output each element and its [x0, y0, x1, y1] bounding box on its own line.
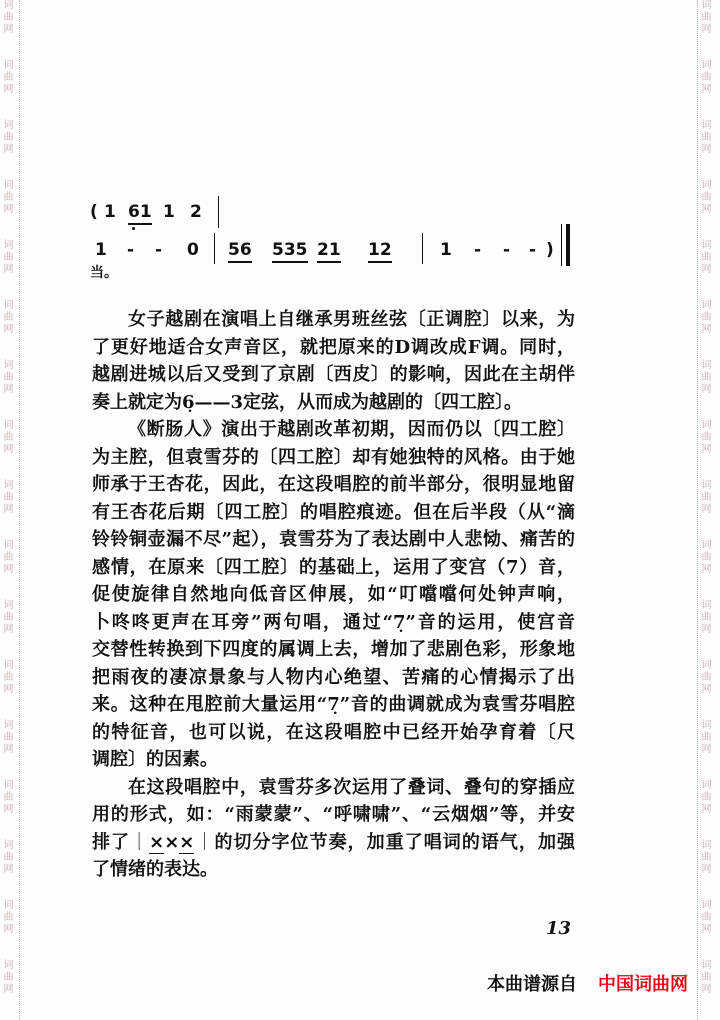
note: 1	[95, 240, 107, 260]
watermark-text: 词曲网	[3, 420, 14, 455]
text-line: 的特征音，也可以说，在这段唱腔中已经开始孕育着〔尺	[92, 721, 575, 743]
note-group-eighths: 535	[272, 240, 308, 263]
watermark-text: 词曲网	[3, 900, 14, 935]
watermark-text: 词曲网	[701, 300, 712, 335]
watermark-text: 词曲网	[701, 660, 712, 695]
text-line: 《断肠人》演出于越剧改革初期，因而仍以〔四工腔〕	[128, 419, 575, 440]
rhythm-note: ×	[149, 831, 165, 853]
watermark-text: 词曲网	[701, 60, 712, 95]
text-line	[92, 829, 575, 857]
note: 0	[187, 240, 199, 260]
lower-octave-dot	[132, 227, 135, 230]
text-line: 奏上就定为6̣——3定弦，从而成为越剧的〔四工腔〕。	[92, 391, 523, 413]
barline	[214, 233, 215, 264]
text-line: 交替性转换到下四度的属调上去，增加了悲剧色彩，形象地	[92, 639, 575, 660]
double-barline-thin	[561, 224, 562, 266]
lyric-text: 当。	[90, 265, 118, 281]
page-number: 13	[546, 918, 572, 939]
watermark-text: 词曲网	[3, 600, 14, 635]
text-line: 卜咚咚更声在耳旁”两句唱，通过“7̣”音的运用，使宫音	[92, 611, 575, 633]
watermark-text: 词曲网	[3, 120, 14, 155]
watermark-text: 词曲网	[701, 960, 712, 995]
rest-dash: -	[503, 240, 511, 260]
note: 1	[440, 240, 452, 260]
text-line: 了更好地适合女声音区，就把原来的D调改成F调。同时，	[92, 336, 575, 358]
watermark-text: 词曲网	[701, 480, 712, 515]
body-text	[92, 306, 575, 884]
note: 1	[104, 202, 116, 222]
open-parenthesis: (	[90, 202, 98, 222]
note: 1	[163, 202, 175, 222]
rhythm-bar: ｜	[194, 831, 215, 853]
rhythm-bar: ｜	[130, 831, 150, 853]
barline	[422, 233, 423, 264]
left-margin-dotted-line	[19, 0, 20, 1020]
close-parenthesis: )	[546, 240, 554, 260]
rhythm-note: ×	[179, 831, 195, 853]
text-line: 促使旋律自然地向低音区伸展，如“叮噹噹何处钟声响，	[92, 584, 575, 605]
text-line: 越剧进城以后又受到了京剧〔西皮〕的影响，因此在主胡伴	[92, 364, 575, 385]
watermark-text: 词曲网	[3, 0, 14, 35]
watermark-text: 词曲网	[3, 480, 14, 515]
note-group-eighths: 56	[228, 240, 252, 263]
text-line: 用的形式，如：“雨蒙蒙”、“呼啸啸”、“云烟烟”等，并安	[92, 804, 575, 825]
text-line: 女子越剧在演唱上自继承男班丝弦〔正调腔〕以来，为	[128, 309, 575, 330]
watermark-text: 词曲网	[701, 120, 712, 155]
watermark-text: 词曲网	[3, 960, 14, 995]
text-line: 把雨夜的凄凉景象与人物内心绝望、苦痛的心情揭示了出	[92, 666, 575, 688]
right-margin-dotted-line	[697, 0, 698, 1020]
rest-dash: -	[474, 240, 482, 260]
text-line: 铃铃铜壶漏不尽”起），袁雪芬为了表达剧中人悲恸、痛苦的	[92, 529, 575, 550]
text-line: 调腔〕的因素。	[92, 749, 218, 770]
watermark-text: 词曲网	[701, 360, 712, 395]
rest-dash: -	[127, 240, 135, 260]
text-segment: 排了	[92, 831, 131, 853]
note-group-eighths: 21	[317, 240, 341, 263]
rhythm-note: ×	[164, 831, 180, 853]
watermark-text: 词曲网	[3, 240, 14, 275]
text-line: 在这段唱腔中，袁雪芬多次运用了叠词、叠句的穿插应	[128, 776, 575, 798]
text-line: 感情，在原来〔四工腔〕的基础上，运用了变宫（7）音，	[92, 556, 575, 578]
text-line: 了情绪的表达。	[92, 859, 218, 880]
double-barline-thick	[566, 224, 570, 266]
watermark-text: 词曲网	[701, 840, 712, 875]
watermark-text: 词曲网	[701, 600, 712, 635]
watermark-text: 词曲网	[701, 420, 712, 455]
watermark-text: 词曲网	[3, 540, 14, 575]
watermark-text: 词曲网	[3, 840, 14, 875]
watermark-text: 词曲网	[3, 180, 14, 215]
footer-credit	[487, 970, 688, 996]
watermark-text: 词曲网	[701, 0, 712, 35]
watermark-text: 词曲网	[3, 60, 14, 95]
watermark-text: 词曲网	[701, 240, 712, 275]
watermark-text: 词曲网	[701, 720, 712, 755]
note-group-eighths: 61	[128, 202, 152, 225]
source-label: 本曲谱源自	[487, 974, 577, 995]
watermark-text: 词曲网	[701, 540, 712, 575]
watermark-text: 词曲网	[701, 180, 712, 215]
watermark-text: 词曲网	[3, 360, 14, 395]
text-line: 为主腔，但袁雪芬的〔四工腔〕却有她独特的风格。由于她	[92, 446, 575, 468]
watermark-text: 词曲网	[3, 780, 14, 815]
text-line: 来。这种在甩腔前大量运用“7̣”音的曲调就成为袁雪芬唱腔	[92, 694, 575, 715]
rest-dash: -	[155, 240, 163, 260]
watermark-text: 词曲网	[701, 780, 712, 815]
text-line: 师承于王杏花，因此，在这段唱腔的前半部分，很明显地留	[92, 474, 575, 495]
text-line: 有王杏花后期〔四工腔〕的唱腔痕迹。但在后半段（从“滴	[92, 501, 575, 523]
text-segment: 的切分字位节奏，加重了唱词的语气，加强	[214, 831, 575, 853]
watermark-text: 词曲网	[3, 720, 14, 755]
watermark-text: 词曲网	[3, 660, 14, 695]
watermark-text: 词曲网	[701, 900, 712, 935]
barline	[218, 196, 219, 228]
site-name: 中国词曲网	[598, 974, 688, 995]
paragraph	[92, 306, 575, 416]
paragraph	[92, 416, 575, 774]
note-group-eighths: 12	[368, 240, 392, 263]
note: 2	[190, 202, 202, 222]
paragraph	[92, 774, 575, 884]
rest-dash: -	[529, 240, 537, 260]
watermark-text: 词曲网	[3, 300, 14, 335]
